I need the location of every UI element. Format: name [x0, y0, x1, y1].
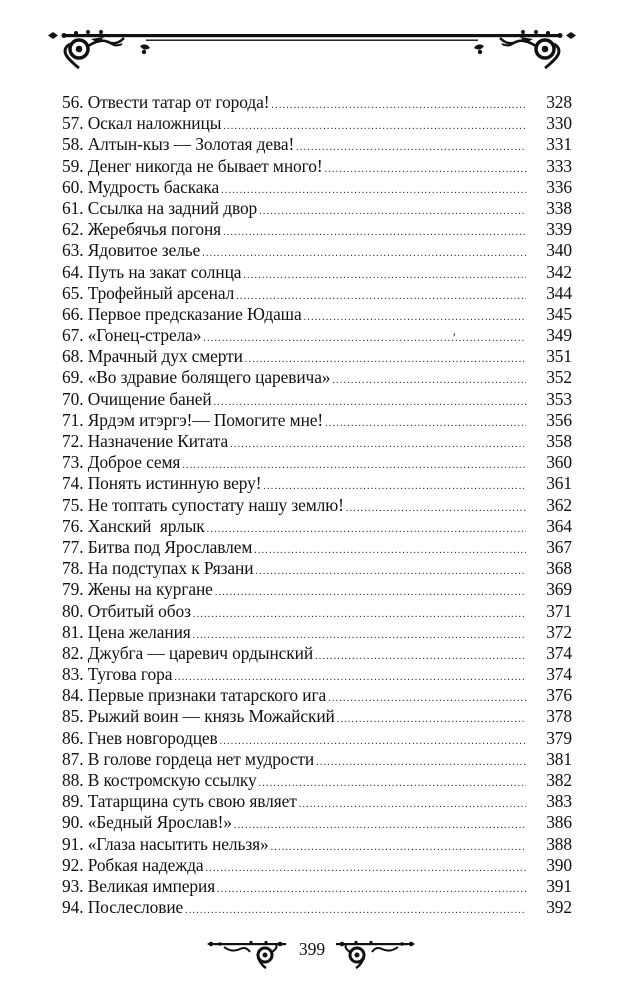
toc-page-number: 361	[546, 473, 572, 494]
toc-entry-title	[62, 325, 201, 346]
toc-page-number: 390	[546, 854, 572, 875]
toc-page-number: 352	[546, 367, 572, 388]
toc-page-number: 381	[546, 748, 572, 769]
chapter-number: 61.	[62, 197, 84, 218]
toc-entry-title	[62, 156, 323, 177]
toc-page-number: 367	[546, 536, 572, 557]
toc-page-number: 382	[546, 770, 572, 790]
chapter-number: 60.	[62, 176, 84, 197]
toc-entry	[62, 219, 572, 240]
chapter-number: 83.	[62, 664, 84, 685]
toc-page-number: 362	[546, 494, 572, 515]
chapter-title: «Глаза насытить нельзя»	[87, 833, 269, 854]
chapter-title: Мрачный дух смерти	[87, 346, 243, 367]
toc-entry	[62, 643, 572, 664]
toc-page-number: 379	[546, 727, 572, 748]
toc-entry-title	[62, 262, 241, 283]
toc-page-number: 342	[546, 261, 572, 282]
toc-entry-title	[62, 897, 183, 918]
toc-entry	[62, 113, 572, 134]
toc-entry	[62, 537, 572, 558]
dot-leader	[271, 95, 526, 116]
header-ornament-icon	[46, 24, 578, 74]
toc-entry	[62, 325, 572, 346]
chapter-number: 56.	[62, 92, 84, 112]
chapter-title: На подступах к Рязани	[87, 558, 254, 579]
chapter-title: Джубга — царевич ордынский	[87, 642, 314, 663]
toc-page-number: 364	[546, 515, 572, 536]
toc-entry-title	[62, 791, 297, 812]
page-number: 399	[298, 939, 326, 959]
toc-page-number: 351	[546, 346, 572, 367]
toc-entry	[62, 431, 572, 452]
toc-entry	[62, 516, 572, 537]
toc-entry-title	[62, 812, 232, 833]
toc-page-number: 344	[546, 282, 572, 303]
toc-page-number: 374	[546, 664, 572, 685]
toc-entry	[62, 473, 572, 494]
chapter-title: Трофейный арсенал	[87, 282, 235, 303]
chapter-number: 71.	[62, 409, 84, 430]
chapter-number: 87.	[62, 748, 84, 769]
chapter-number: 91.	[62, 833, 84, 854]
chapter-title: В голове гордеца нет мудрости	[87, 748, 315, 769]
toc-entry-title	[62, 579, 213, 600]
dot-leader	[259, 201, 526, 222]
chapter-number: 78.	[62, 558, 84, 579]
toc-entry	[62, 240, 572, 261]
chapter-title: Отвести татар от города!	[87, 92, 270, 112]
toc-entry	[62, 601, 572, 622]
toc-entry-title	[62, 240, 200, 261]
chapter-title: Путь на закат солнца	[87, 261, 242, 282]
toc-entry-title	[62, 452, 180, 473]
dot-leader	[346, 498, 526, 519]
chapter-number: 59.	[62, 155, 84, 176]
toc-entry-title	[62, 537, 252, 558]
toc-page-number: 371	[546, 600, 572, 621]
toc-entry	[62, 558, 572, 579]
dot-leader	[315, 646, 526, 667]
chapter-number: 89.	[62, 791, 84, 812]
chapter-title: «Во здравие болящего царевича»	[87, 367, 331, 388]
dot-leader	[259, 773, 526, 794]
toc-page-number: 360	[546, 452, 572, 473]
toc-page-number: 340	[546, 240, 572, 261]
toc-page-number: 383	[546, 791, 572, 812]
toc-entry	[62, 791, 572, 812]
toc-entry	[62, 622, 572, 643]
chapter-number: 57.	[62, 113, 84, 134]
toc-entry	[62, 664, 572, 685]
toc-page-number: 358	[546, 431, 572, 451]
toc-entry-title	[62, 706, 335, 727]
dot-leader	[217, 879, 526, 900]
toc-entry	[62, 579, 572, 600]
toc-entry	[62, 283, 572, 304]
dot-leader	[215, 582, 526, 603]
toc-entry-title	[62, 177, 219, 198]
toc-page-number: 392	[546, 897, 572, 918]
toc-entry	[62, 855, 572, 876]
dot-leader	[221, 180, 526, 201]
toc-entry-title	[62, 601, 191, 622]
chapter-title: Ярдэм итэргэ!— Помогите мне!	[87, 409, 324, 430]
chapter-number: 84.	[62, 685, 84, 706]
toc-entry-title	[62, 473, 261, 494]
dot-leader	[185, 900, 526, 921]
chapter-title: Послесловие	[87, 897, 184, 918]
toc-entry-title	[62, 113, 221, 134]
dot-leader	[230, 434, 526, 455]
chapter-title: Ханский ярлык	[87, 515, 205, 536]
chapter-title: Битва под Ярославлем	[87, 536, 253, 557]
toc-entry-title	[62, 876, 215, 897]
toc-entry	[62, 177, 572, 198]
dot-leader	[316, 752, 526, 773]
toc-entry-title	[62, 346, 243, 367]
print-speck: ʹ	[453, 330, 456, 345]
chapter-title: Отбитый обоз	[87, 600, 191, 621]
toc-page-number: 331	[546, 134, 572, 155]
chapter-title: Понять истинную веру!	[87, 473, 262, 494]
toc-entry-title	[62, 516, 205, 537]
chapter-title: Жены на кургане	[87, 579, 213, 600]
chapter-number: 86.	[62, 727, 84, 748]
chapter-number: 73.	[62, 452, 84, 473]
toc-entry-title	[62, 134, 294, 155]
chapter-title: В костромскую ссылку	[87, 770, 257, 790]
scroll-flourish-icon	[334, 938, 416, 972]
dot-leader	[271, 837, 526, 858]
chapter-title: Жеребячья погоня	[87, 219, 222, 240]
chapter-title: Первое предсказание Юдаша	[87, 303, 302, 324]
toc-page-number: 374	[546, 642, 572, 663]
toc-entry-title	[62, 367, 330, 388]
toc-entry-title	[62, 410, 323, 431]
chapter-number: 70.	[62, 388, 84, 409]
chapter-title: «Гонец-стрела»	[87, 325, 202, 346]
chapter-number: 75.	[62, 494, 84, 515]
chapter-number: 72.	[62, 431, 84, 451]
toc-entry-title	[62, 495, 344, 516]
toc-entry-title	[62, 728, 218, 749]
chapter-title: Первые признаки татарского ига	[87, 685, 327, 706]
toc-page-number: 336	[546, 176, 572, 197]
dot-leader	[299, 794, 526, 815]
chapter-title: Денег никогда не бывает много!	[87, 155, 323, 176]
toc-page-number: 378	[546, 706, 572, 727]
chapter-title: Не топтать супостату нашу землю!	[87, 494, 344, 515]
toc-entry-title	[62, 685, 326, 706]
chapter-title: Алтын-кыз — Золотая дева!	[87, 134, 295, 155]
toc-entry	[62, 812, 572, 833]
toc-page-number: 369	[546, 579, 572, 600]
chapter-number: 67.	[62, 325, 84, 346]
toc-entry	[62, 262, 572, 283]
chapter-number: 79.	[62, 579, 84, 600]
chapter-number: 77.	[62, 536, 84, 557]
toc-entry	[62, 389, 572, 410]
toc-entry	[62, 134, 572, 155]
toc-entry	[62, 685, 572, 706]
chapter-title: Ядовитое зелье	[87, 240, 201, 261]
toc-page-number: 339	[546, 219, 572, 240]
dot-leader	[202, 243, 526, 264]
chapter-title: Великая империя	[87, 875, 216, 896]
toc-page-number: 376	[546, 685, 572, 706]
chapter-title: «Бедный Ярослав!»	[87, 812, 232, 833]
chapter-number: 82.	[62, 642, 84, 663]
toc-page-number: 388	[546, 833, 572, 854]
chapter-number: 65.	[62, 282, 84, 303]
chapter-title: Татарщина суть свою являет	[87, 791, 297, 812]
dot-leader	[243, 265, 526, 286]
chapter-number: 69.	[62, 367, 84, 388]
chapter-number: 81.	[62, 621, 84, 642]
dot-leader	[325, 413, 526, 434]
chapter-number: 88.	[62, 770, 84, 790]
dot-leader	[325, 159, 526, 180]
toc-entry-title	[62, 834, 269, 855]
chapter-title: Ссылка на задний двор	[87, 197, 258, 218]
toc-entry	[62, 156, 572, 177]
dot-leader	[304, 307, 526, 328]
chapter-number: 74.	[62, 473, 84, 494]
toc-page-number: 338	[546, 197, 572, 218]
toc-entry	[62, 304, 572, 325]
toc-page-number: 356	[546, 409, 572, 430]
toc-entry	[62, 834, 572, 855]
toc-entry-title	[62, 431, 228, 452]
dot-leader	[328, 688, 526, 709]
chapter-number: 64.	[62, 261, 84, 282]
chapter-number: 85.	[62, 706, 84, 727]
toc-entry-title	[62, 622, 191, 643]
dot-leader	[207, 519, 526, 540]
toc-entry-title	[62, 770, 257, 791]
toc-entry-title	[62, 304, 302, 325]
chapter-title: Тугова гора	[87, 664, 173, 685]
chapter-number: 63.	[62, 240, 84, 261]
toc-page-number: 349	[546, 325, 572, 346]
dot-leader	[254, 540, 526, 561]
toc-entry	[62, 749, 572, 770]
dot-leader	[296, 137, 526, 158]
chapter-number: 62.	[62, 219, 84, 240]
dot-leader	[337, 709, 526, 730]
dot-leader	[193, 604, 526, 625]
toc-entry	[62, 346, 572, 367]
toc-entry	[62, 770, 572, 791]
chapter-title: Мудрость баскака	[87, 176, 220, 197]
chapter-title: Назначение Китата	[87, 431, 229, 451]
toc-entry-title	[62, 283, 234, 304]
dot-leader	[206, 858, 526, 879]
chapter-title: Оскал наложницы	[87, 113, 222, 134]
toc-page-number: 391	[546, 875, 572, 896]
toc-entry	[62, 367, 572, 388]
toc-entry-title	[62, 219, 221, 240]
toc-entry-title	[62, 749, 314, 770]
toc-page-number: 333	[546, 155, 572, 176]
chapter-title: Робкая надежда	[87, 854, 204, 875]
chapter-number: 92.	[62, 854, 84, 875]
toc-entry	[62, 198, 572, 219]
toc-page-number: 328	[546, 92, 572, 112]
chapter-number: 93.	[62, 875, 84, 896]
chapter-number: 68.	[62, 346, 84, 367]
toc-entry	[62, 410, 572, 431]
toc-page-number: 353	[546, 388, 572, 409]
toc-page-number: 345	[546, 303, 572, 324]
dot-leader	[255, 561, 526, 582]
table-of-contents	[62, 92, 572, 918]
page-footer	[0, 932, 624, 972]
toc-entry-title	[62, 198, 257, 219]
dot-leader	[234, 815, 526, 836]
toc-entry	[62, 495, 572, 516]
chapter-number: 80.	[62, 600, 84, 621]
dot-leader	[332, 370, 526, 391]
chapter-number: 90.	[62, 812, 84, 833]
toc-page-number: 386	[546, 812, 572, 833]
chapter-number: 76.	[62, 515, 84, 536]
toc-entry	[62, 92, 572, 113]
toc-entry-title	[62, 92, 269, 113]
toc-entry-title	[62, 664, 172, 685]
dot-leader	[203, 328, 526, 349]
toc-entry-title	[62, 855, 204, 876]
toc-entry	[62, 897, 572, 918]
toc-entry	[62, 452, 572, 473]
chapter-title: Рыжий воин — князь Можайский	[87, 706, 335, 727]
toc-page-number: 368	[546, 558, 572, 579]
chapter-number: 94.	[62, 897, 84, 918]
toc-entry	[62, 706, 572, 727]
dot-leader	[223, 222, 526, 243]
toc-entry	[62, 876, 572, 897]
toc-page-number: 330	[546, 113, 572, 134]
chapter-title: Цена желания	[87, 621, 191, 642]
toc-entry	[62, 728, 572, 749]
chapter-title: Очищение баней	[87, 388, 212, 409]
toc-entry-title	[62, 558, 253, 579]
toc-entry-title	[62, 389, 212, 410]
toc-entry-title	[62, 643, 313, 664]
chapter-number: 58.	[62, 134, 84, 155]
toc-page-number: 372	[546, 621, 572, 642]
chapter-number: 66.	[62, 303, 84, 324]
chapter-title: Доброе семя	[87, 452, 181, 473]
chapter-title: Гнев новгородцев	[87, 727, 218, 748]
